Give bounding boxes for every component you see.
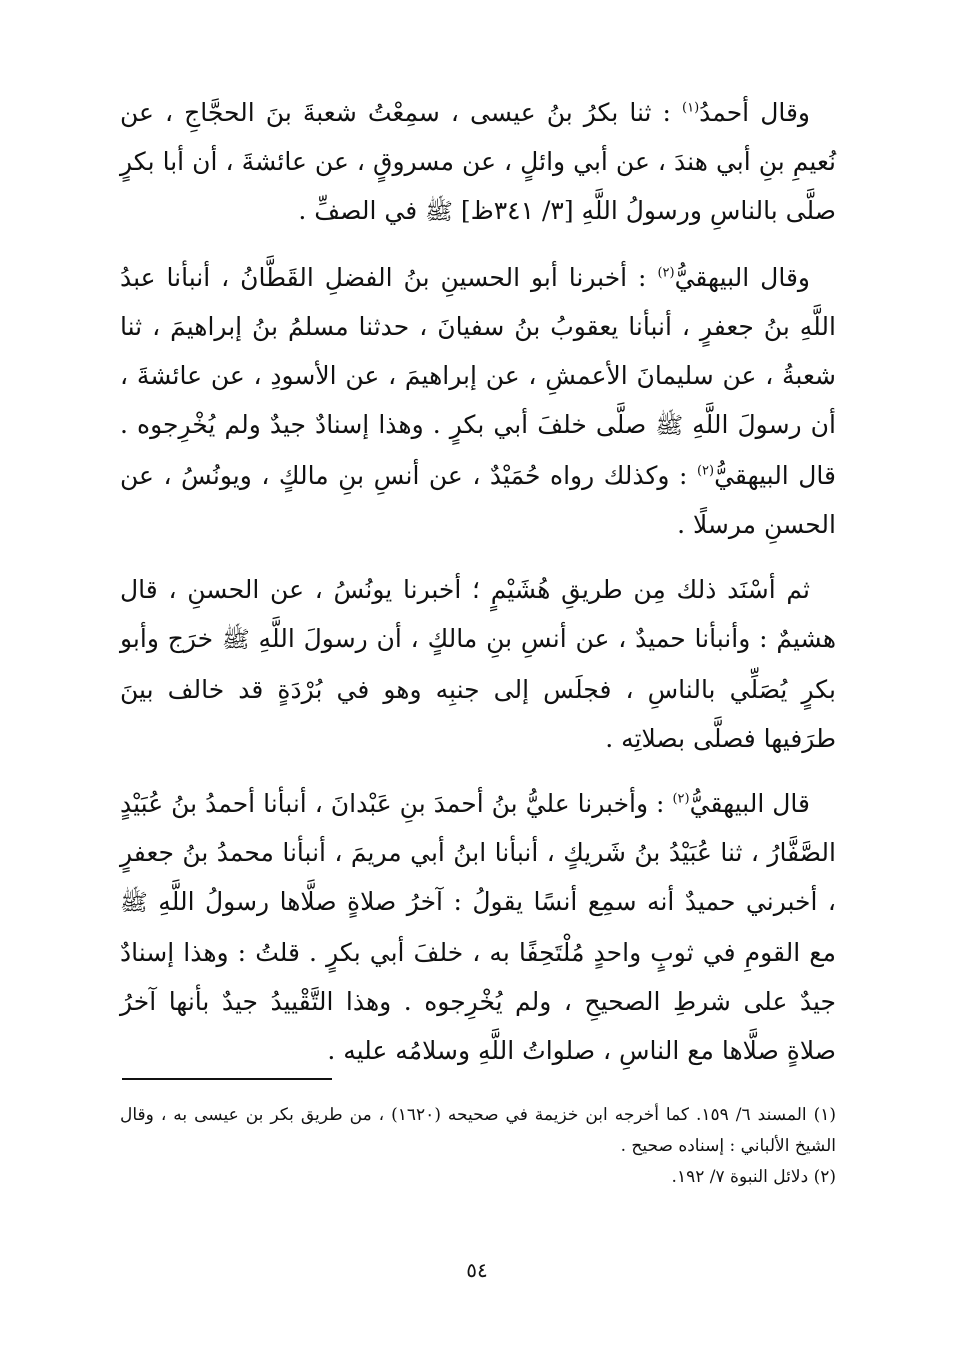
text-segment: قال البيهقيُّ bbox=[689, 789, 810, 818]
paragraph bbox=[120, 88, 836, 237]
paragraph bbox=[120, 253, 836, 549]
paragraph bbox=[120, 565, 836, 763]
salutation-ligature: ﷺ bbox=[655, 413, 684, 439]
text-segment: : وأخبرنا عليُّ بنُ أحمدَ بنِ عَبْدانَ ، أنبأنا أحمدُ بنُ عُبَيْدٍ الصَّفَّارُ ، ثنا عُبَيْدُ بنُ شَريكٍ ، أنبأنا ابنُ أبي مريمَ ، أنبأنا محمدُ بنُ جعفرٍ ، أخبرني حميدٌ أنه سمِع أنسًا يقولُ : آخرُ صلاةٍ صلَّاها رسولُ اللَّهِ bbox=[120, 789, 836, 916]
text-segment: : أخبرنا أبو الحسينِ بنُ الفضلِ القَطَّانُ ، أنبأنا عبدُ اللَّهِ بنُ جعفرٍ ، أنبأنا يعقوبُ بنُ سفيانَ ، حدثنا مسلمُ بنُ إبراهيمَ ، ثنا شعبةُ ، عن سليمانَ الأعمشِ ، عن إبراهيمَ ، عن الأسودِ ، عن عائشةَ ، أن رسولَ اللَّهِ bbox=[120, 263, 836, 439]
text-segment: : وكذلك رواه حُمَيْدٌ ، عن أنسِ بنِ مالكٍ ، ويونُسُ ، عن الحسنِ مرسلًا . bbox=[120, 461, 836, 539]
footnote-marker: (١) bbox=[682, 100, 700, 116]
text-segment: خرَج وأبو بكرٍ يُصَلِّي بالناسِ ، فجلَس إلى جنبِه وهو في بُرْدَةٍ قد خالف بينَ طرَفيها فصلَّى بصلاتِه . bbox=[120, 624, 836, 753]
footnotes bbox=[120, 1100, 836, 1193]
text-segment: مع القومِ في ثوبٍ واحدٍ مُلْتَحِفًا به ، خلفَ أبي بكرٍ . قلتُ : وهذا إسنادٌ جيدٌ على شرطِ الصحيحِ ، ولم يُخْرِجوه . وهذا التَّقْييدُ جيدٌ بأنها آخرُ صلاةٍ صلَّاها مع الناسِ ، صلواتُ اللَّهِ وسلامُه عليه . bbox=[120, 938, 836, 1065]
main-text bbox=[120, 88, 836, 1075]
page-number: ٥٤ bbox=[466, 1258, 488, 1282]
text-segment: وقال أحمدُ bbox=[699, 98, 810, 127]
footnote-separator bbox=[122, 1078, 332, 1080]
text-segment: في الصفِّ . bbox=[298, 196, 426, 225]
salutation-ligature: ﷺ bbox=[425, 199, 453, 225]
footnote: (٢) دلائل النبوة ٧/ ١٩٢. bbox=[671, 1167, 836, 1187]
footnote-marker: (٢) bbox=[696, 463, 715, 479]
text-segment: : ثنا بكرُ بنُ عيسى ، سمِعْتُ شعبةَ بنَ الحجَّاجِ ، عن نُعيمِ بنِ أبي هندَ ، عن أبي وائلٍ ، عن مسروقٍ ، عن عائشةَ ، أن أبا بكرٍ صلَّى بالناسِ ورسولُ اللَّهِ [٣/ ٣٤١ظ] bbox=[120, 98, 836, 225]
salutation-ligature: ﷺ bbox=[221, 627, 250, 653]
text-segment: وقال البيهقيُّ bbox=[674, 263, 810, 292]
salutation-ligature: ﷺ bbox=[120, 890, 148, 916]
footnote-marker: (٢) bbox=[657, 265, 675, 281]
footnote: (١) المسند ٦/ ١٥٩. كما أخرجه ابن خزيمة في صحيحه (١٦٢٠) ، من طريق بكر بن عيسى به ، وقال الشيخ الألباني : إسناده صحيح . bbox=[120, 1105, 837, 1156]
footnote-marker: (٢) bbox=[672, 791, 690, 807]
text-segment: صلَّى خلفَ أبي بكرٍ . وهذا إسنادٌ جيدٌ ولم يُخْرِجوه . قال البيهقيُّ bbox=[120, 410, 836, 490]
paragraph bbox=[120, 779, 836, 1075]
text-segment: ثم أسْنَد ذلك مِن طريقِ هُشَيْمٍ ؛ أخبرنا يونُسُ ، عن الحسنِ ، قال هشيمٌ : وأنبأنا حميدٌ ، عن أنسِ بنِ مالكٍ ، أن رسولَ اللَّهِ bbox=[120, 575, 837, 653]
